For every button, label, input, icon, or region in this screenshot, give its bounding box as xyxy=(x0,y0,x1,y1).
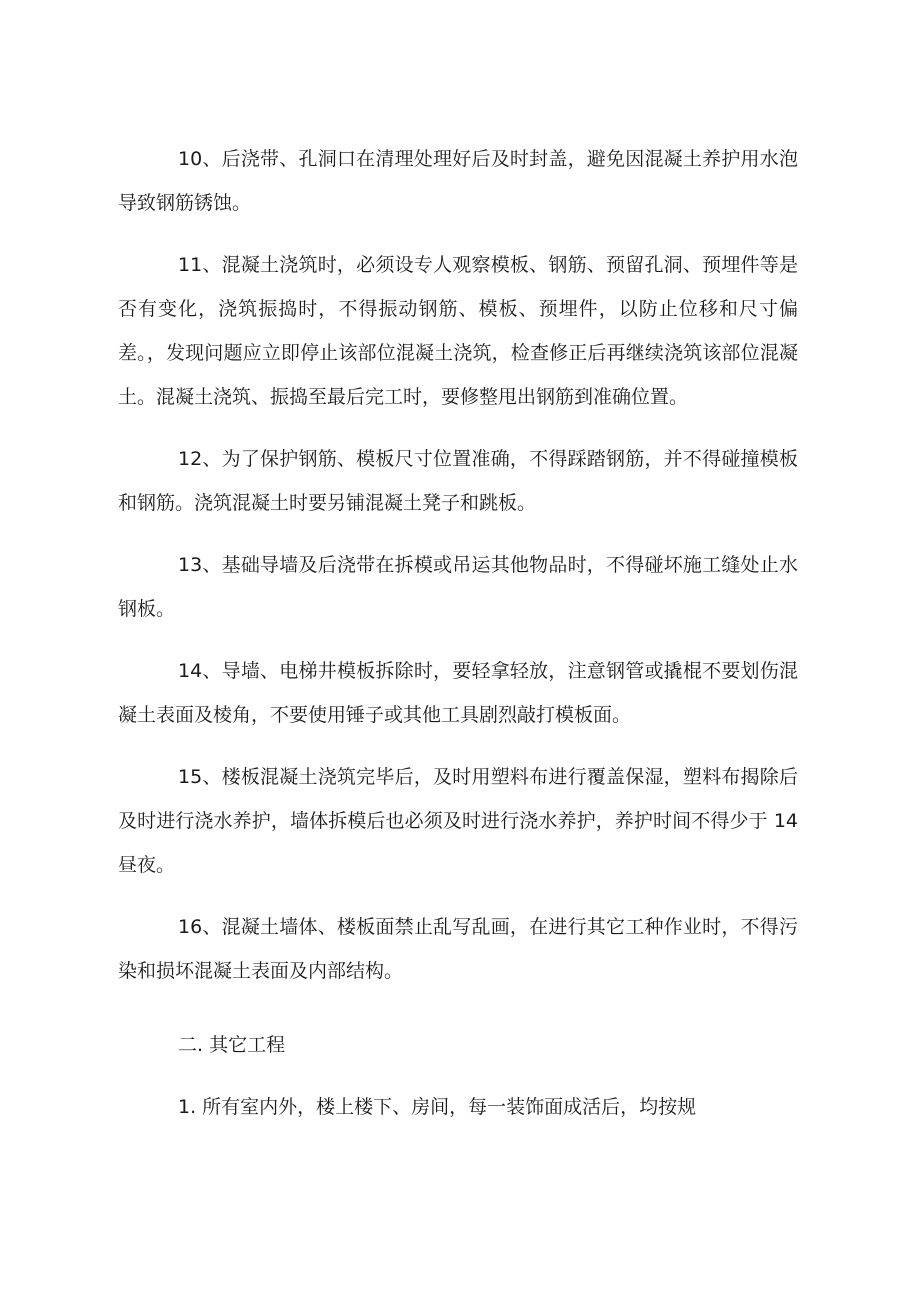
section-heading: 二. 其它工程 xyxy=(178,1034,286,1056)
paragraph-14: 14、导墙、电梯井模板拆除时，要轻拿轻放，注意钢管或撬棍不要划伤混凝土表面及棱角，不要使用锤子或其他工具剧烈敲打模板面。 xyxy=(118,660,798,726)
paragraph-10: 10、后浇带、孔洞口在清理处理好后及时封盖，避免因混凝土养护用水泡导致钢筋锈蚀。 xyxy=(118,148,798,214)
paragraph-12: 12、为了保护钢筋、模板尺寸位置准确，不得踩踏钢筋，并不得碰撞模板和钢筋。浇筑混凝土时要另铺混凝土凳子和跳板。 xyxy=(118,448,798,514)
paragraph-11: 11、混凝土浇筑时，必须设专人观察模板、钢筋、预留孔洞、预埋件等是否有变化，浇筑振捣时，不得振动钢筋、模板、预埋件，以防止位移和尺寸偏差。，发现问题应立即停止该部位混凝土浇筑，检查修正后再继续浇筑该部位混凝土。混凝土浇筑、振捣至最后完工时，要修整甩出钢筋到准确位置。 xyxy=(118,254,798,408)
paragraph-15: 15、楼板混凝土浇筑完毕后，及时用塑料布进行覆盖保湿，塑料布揭除后及时进行浇水养护，墙体拆模后也必须及时进行浇水养护，养护时间不得少于 14 昼夜。 xyxy=(118,766,798,876)
section-item-1: 1. 所有室内外，楼上楼下、房间，每一装饰面成活后，均按规 xyxy=(178,1096,697,1118)
paragraph-13: 13、基础导墙及后浇带在拆模或吊运其他物品时，不得碰坏施工缝处止水钢板。 xyxy=(118,554,798,620)
paragraph-16: 16、混凝土墙体、楼板面禁止乱写乱画，在进行其它工种作业时，不得污染和损坏混凝土表面及内部结构。 xyxy=(118,916,798,982)
document-body xyxy=(118,137,798,1129)
